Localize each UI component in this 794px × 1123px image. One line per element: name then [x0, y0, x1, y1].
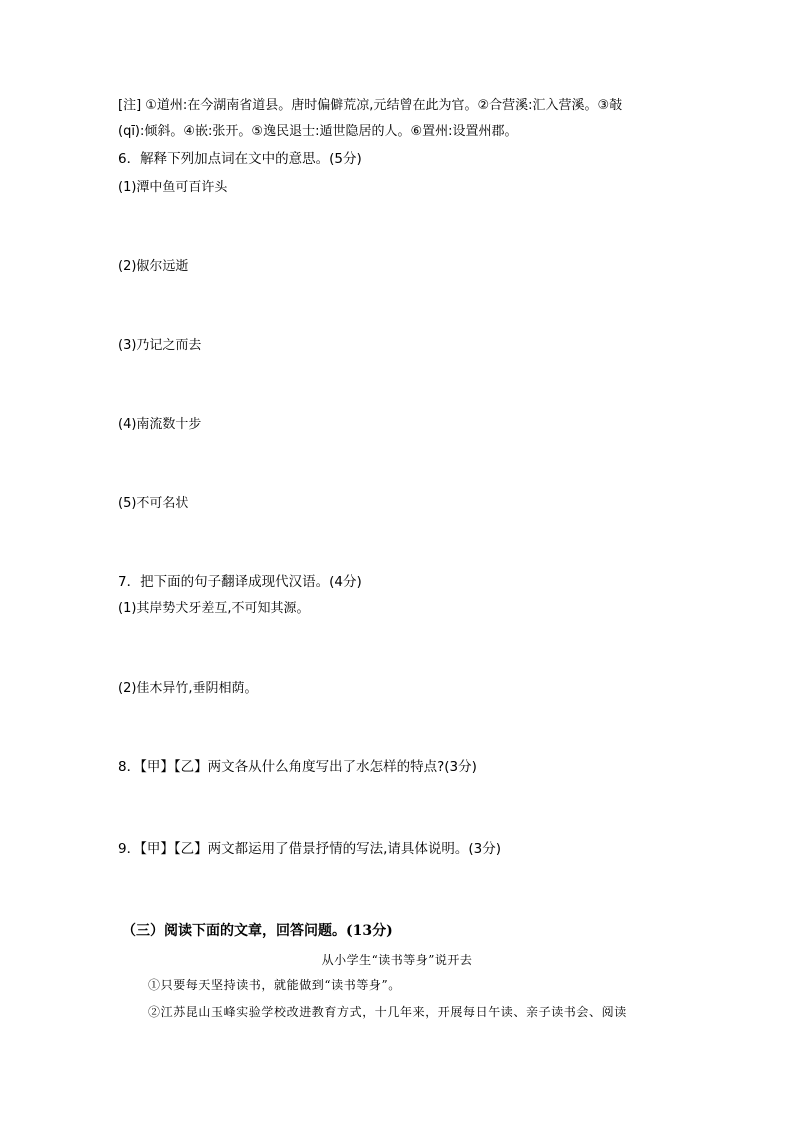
- question-6-title: 6．解释下列加点词在文中的意思。(5分): [118, 151, 362, 167]
- question-8-title: 8．【甲】【乙】两文各从什么角度写出了水怎样的特点?(3分): [118, 759, 477, 775]
- question-6-item-5: (5)不可名状: [118, 496, 189, 511]
- article-paragraph-1: ①只要每天坚持读书，就能做到“读书等身”。: [148, 978, 401, 992]
- article-title: 从小学生“读书等身”说开去: [321, 953, 473, 967]
- question-9-title: 9．【甲】【乙】两文都运用了借景抒情的写法,请具体说明。(3分): [118, 841, 502, 857]
- annotation-line-1: [注] ①道州:在今湖南省道县。唐时偏僻荒凉,元结曾在此为官。②合营溪:汇入营溪。③攲: [118, 98, 623, 113]
- question-7-title: 7．把下面的句子翻译成现代汉语。(4分): [118, 574, 362, 590]
- section-3-heading: （三）阅读下面的文章，回答问题。(13分): [122, 923, 393, 939]
- question-6-item-3: (3)乃记之而去: [118, 338, 202, 353]
- question-7-item-1: (1)其岸势犬牙差互,不可知其源。: [118, 601, 310, 616]
- question-6-item-4: (4)南流数十步: [118, 417, 202, 432]
- article-paragraph-2: ②江苏昆山玉峰实验学校改进教育方式，十几年来，开展每日午读、亲子读书会、阅读: [148, 1005, 627, 1019]
- annotation-line-2: (qī):倾斜。④嵌:张开。⑤逸民退士:遁世隐居的人。⑥置州:设置州郡。: [118, 124, 518, 139]
- question-6-item-2: (2)俶尔远逝: [118, 259, 189, 274]
- question-7-item-2: (2)佳木异竹,垂阴相荫。: [118, 681, 258, 696]
- question-6-item-1: (1)潭中鱼可百许头: [118, 180, 228, 195]
